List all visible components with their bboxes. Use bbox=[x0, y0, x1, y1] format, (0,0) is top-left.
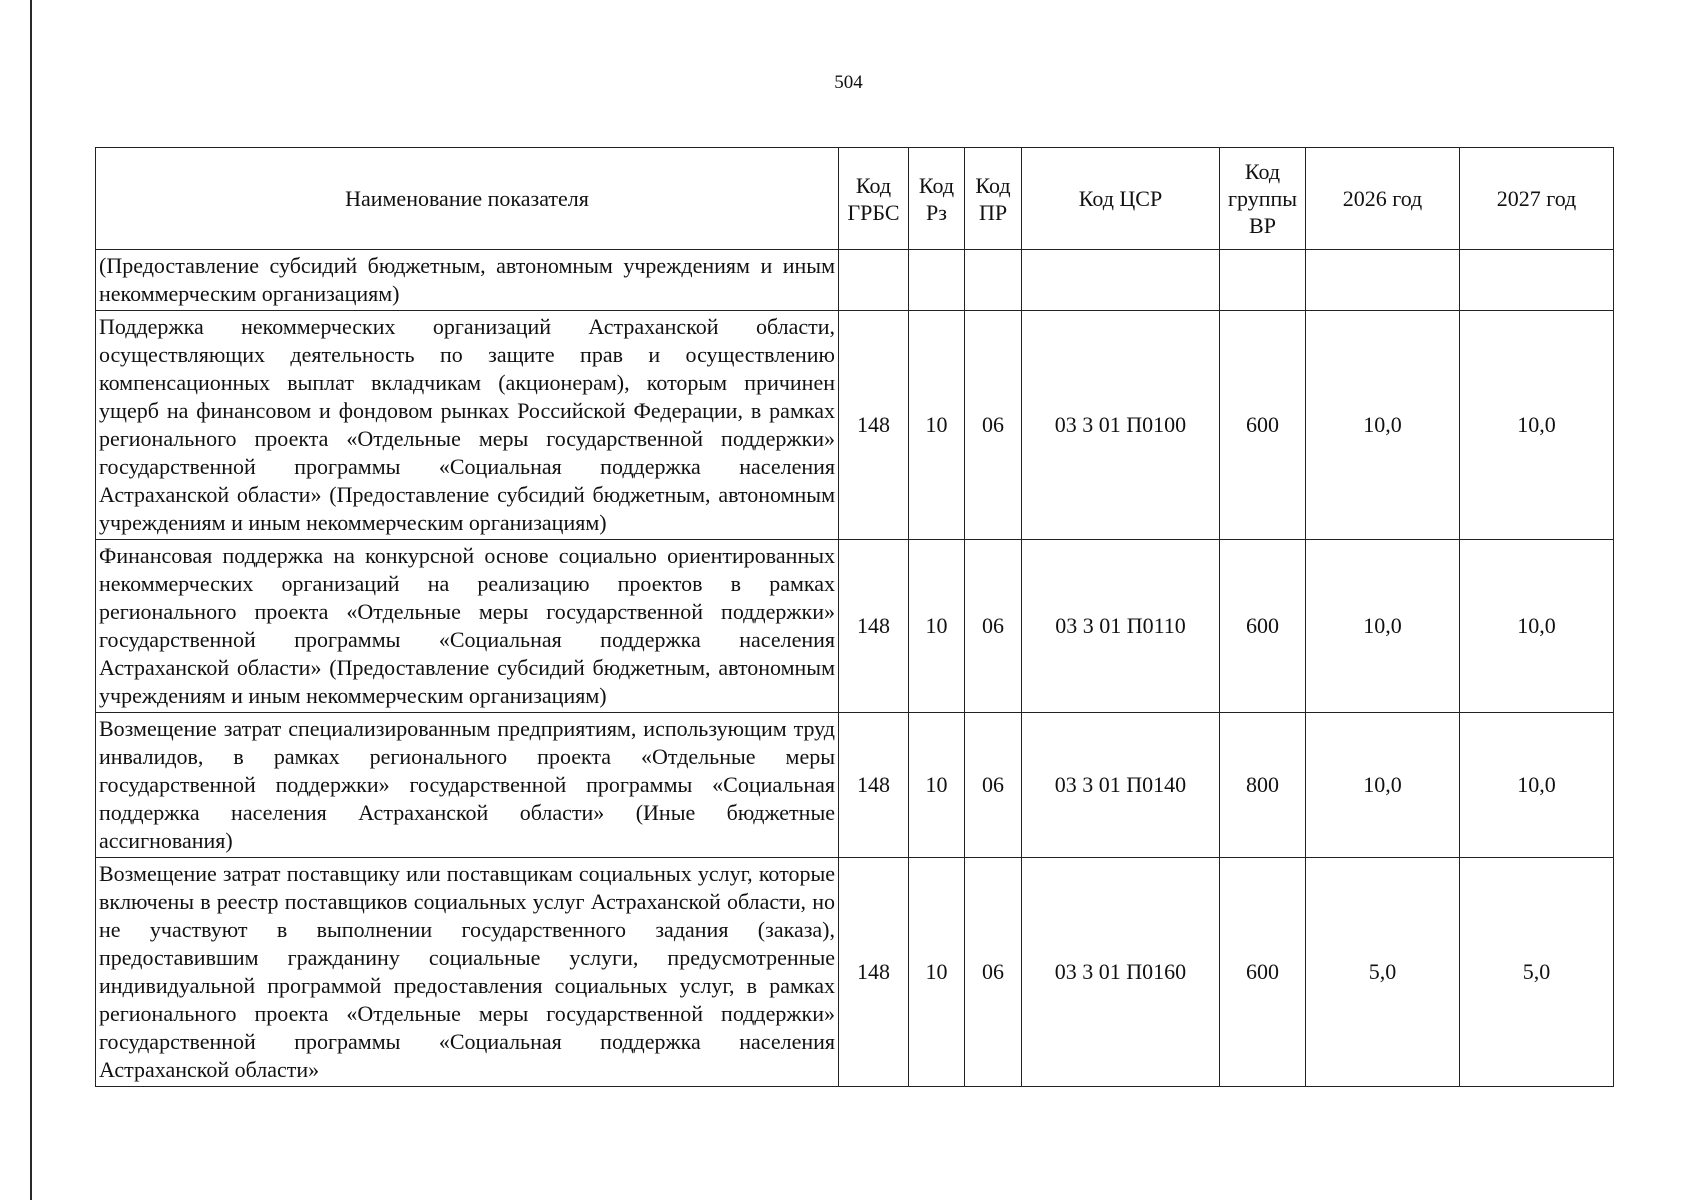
header-vr: Код группы ВР bbox=[1220, 148, 1306, 250]
table-row bbox=[96, 858, 1614, 1087]
cell-pr: 06 bbox=[965, 311, 1022, 540]
cell-2027: 5,0 bbox=[1460, 858, 1614, 1087]
cell-pr: 06 bbox=[965, 540, 1022, 713]
cell-2027: 10,0 bbox=[1460, 713, 1614, 858]
page-number: 504 bbox=[834, 72, 863, 93]
cell-grbs: 148 bbox=[839, 540, 909, 713]
cell-2026: 5,0 bbox=[1306, 858, 1460, 1087]
cell-rz: 10 bbox=[909, 858, 965, 1087]
cell-vr: 600 bbox=[1220, 540, 1306, 713]
table-row bbox=[96, 713, 1614, 858]
cell-csr: 03 3 01 П0100 bbox=[1022, 311, 1220, 540]
cell-grbs: 148 bbox=[839, 713, 909, 858]
cell-2027: 10,0 bbox=[1460, 540, 1614, 713]
cell-pr bbox=[965, 250, 1022, 311]
table-row bbox=[96, 250, 1614, 311]
cell-pr: 06 bbox=[965, 858, 1022, 1087]
cell-rz: 10 bbox=[909, 713, 965, 858]
header-row bbox=[96, 148, 1614, 250]
table-row bbox=[96, 311, 1614, 540]
cell-name: (Предоставление субсидий бюджетным, автономным учреждениям и иным некоммерческим организациям) bbox=[96, 250, 839, 311]
cell-name: Возмещение затрат поставщику или поставщикам социальных услуг, которые включены в реестр поставщиков социальных услуг Астраханской области, но не участвуют в выполнении государственного задания (заказа), предоставившим гражданину социальные услуги, предусмотренные индивидуальной программой предоставления социальных услуг, в рамках регионального проекта «Отдельные меры государственной поддержки» государственной программы «Социальная поддержка населения Астраханской области» bbox=[96, 858, 839, 1087]
cell-2026: 10,0 bbox=[1306, 311, 1460, 540]
header-name: Наименование показателя bbox=[96, 148, 839, 250]
cell-2027 bbox=[1460, 250, 1614, 311]
header-pr: Код ПР bbox=[965, 148, 1022, 250]
cell-vr: 600 bbox=[1220, 311, 1306, 540]
cell-grbs bbox=[839, 250, 909, 311]
table-row bbox=[96, 540, 1614, 713]
header-rz: Код Рз bbox=[909, 148, 965, 250]
cell-grbs: 148 bbox=[839, 311, 909, 540]
cell-grbs: 148 bbox=[839, 858, 909, 1087]
header-grbs: Код ГРБС bbox=[839, 148, 909, 250]
cell-name: Возмещение затрат специализированным предприятиям, использующим труд инвалидов, в рамках регионального проекта «Отдельные меры государственной поддержки» государственной программы «Социальная поддержка населения Астраханской области» (Иные бюджетные ассигнования) bbox=[96, 713, 839, 858]
header-2027: 2027 год bbox=[1460, 148, 1614, 250]
cell-rz: 10 bbox=[909, 540, 965, 713]
cell-2026: 10,0 bbox=[1306, 540, 1460, 713]
cell-csr: 03 3 01 П0160 bbox=[1022, 858, 1220, 1087]
cell-pr: 06 bbox=[965, 713, 1022, 858]
cell-2026 bbox=[1306, 250, 1460, 311]
cell-2026: 10,0 bbox=[1306, 713, 1460, 858]
binding-line bbox=[30, 0, 32, 1200]
header-csr: Код ЦСР bbox=[1022, 148, 1220, 250]
cell-vr: 800 bbox=[1220, 713, 1306, 858]
cell-name: Финансовая поддержка на конкурсной основе социально ориентированных некоммерческих организаций на реализацию проектов в рамках регионального проекта «Отдельные меры государственной поддержки» государственной программы «Социальная поддержка населения Астраханской области» (Предоставление субсидий бюджетным, автономным учреждениям и иным некоммерческим организациям) bbox=[96, 540, 839, 713]
header-2026: 2026 год bbox=[1306, 148, 1460, 250]
cell-name: Поддержка некоммерческих организаций Астраханской области, осуществляющих деятельность по защите прав и осуществлению компенсационных выплат вкладчикам (акционерам), которым причинен ущерб на финансовом и фондовом рынках Российской Федерации, в рамках регионального проекта «Отдельные меры государственной поддержки» государственной программы «Социальная поддержка населения Астраханской области» (Предоставление субсидий бюджетным, автономным учреждениям и иным некоммерческим организациям) bbox=[96, 311, 839, 540]
cell-csr: 03 3 01 П0110 bbox=[1022, 540, 1220, 713]
cell-rz: 10 bbox=[909, 311, 965, 540]
cell-rz bbox=[909, 250, 965, 311]
cell-vr bbox=[1220, 250, 1306, 311]
cell-csr bbox=[1022, 250, 1220, 311]
cell-vr: 600 bbox=[1220, 858, 1306, 1087]
cell-2027: 10,0 bbox=[1460, 311, 1614, 540]
budget-table bbox=[95, 147, 1614, 1087]
cell-csr: 03 3 01 П0140 bbox=[1022, 713, 1220, 858]
